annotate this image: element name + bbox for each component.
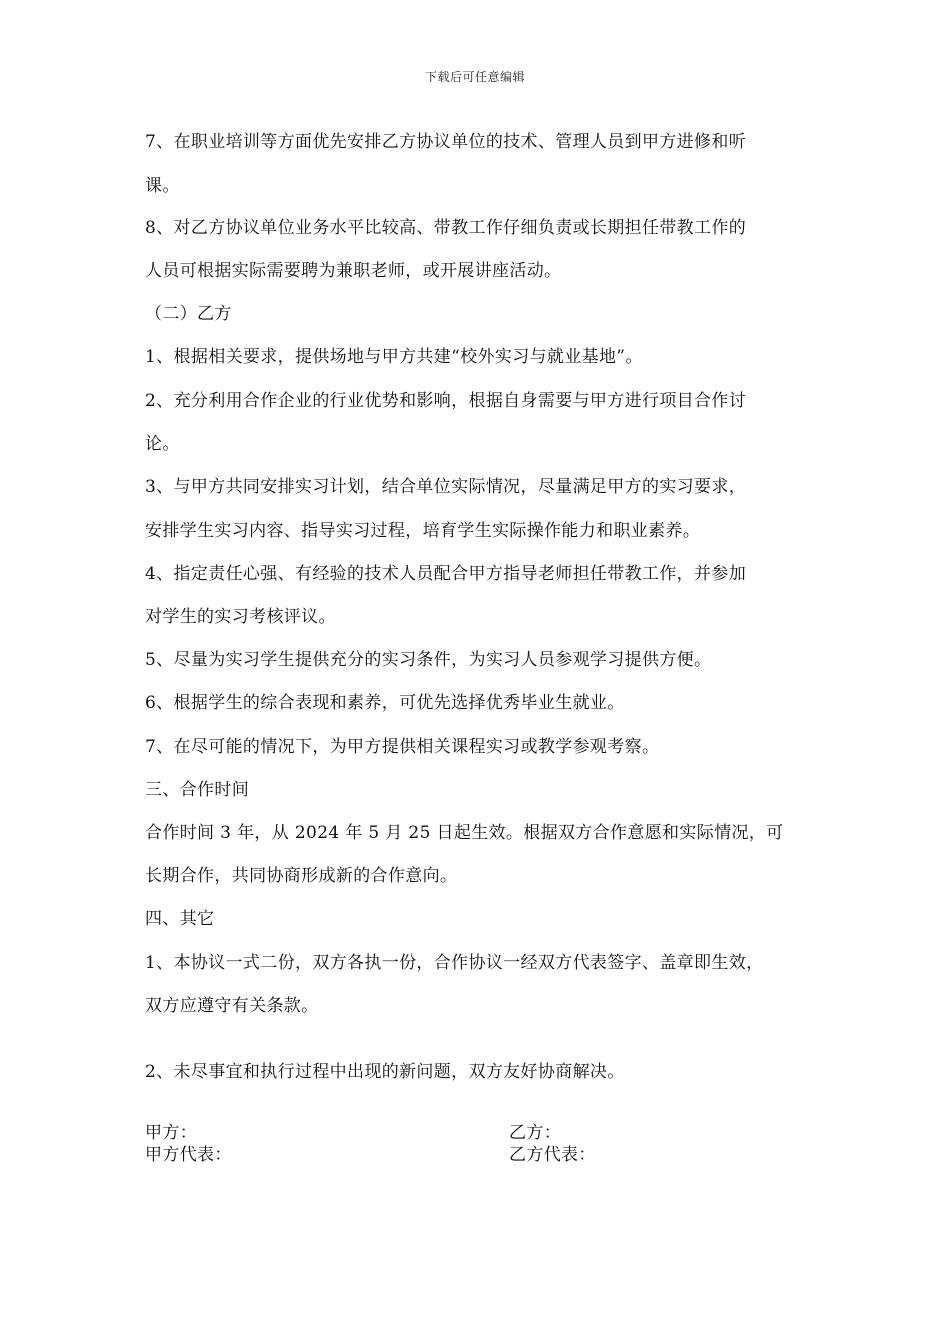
paragraph-line: 5、尽量为实习学生提供充分的实习条件，为实习人员参观学习提供方便。 [145,650,712,670]
paragraph-line: 1、根据相关要求，提供场地与甲方共建“校外实习与就业基地”。 [145,347,643,367]
section-heading: （二）乙方 [145,304,232,324]
page-header: 下载后可任意编辑 [424,70,525,84]
paragraph-line: 4、指定责任心强、有经验的技术人员配合甲方指导老师担任带教工作，并参加 [145,564,747,584]
paragraph-line: 3、与甲方共同安排实习计划，结合单位实际情况，尽量满足甲方的实习要求， [145,477,747,497]
paragraph-line: 论。 [145,434,180,454]
paragraph-line: 2、充分利用合作企业的行业优势和影响，根据自身需要与甲方进行项目合作讨 [145,391,747,411]
party-a-label: 甲方： [145,1123,198,1143]
paragraph-line: 1、本协议一式二份，双方各执一份，合作协议一经双方代表签字、盖章即生效， [145,953,764,973]
paragraph-line: 对学生的实习考核评议。 [145,607,336,627]
paragraph-line: 7、在职业培训等方面优先安排乙方协议单位的技术、管理人员到甲方进修和听 [145,132,747,152]
paragraph-line: 合作时间 3 年，从 2024 年 5 月 25 日起生效。根据双方合作意愿和实际情况，可 [145,823,784,843]
section-heading: 四、其它 [145,909,215,929]
section-heading: 三、合作时间 [145,780,250,800]
party-b-rep-label: 乙方代表： [509,1145,596,1165]
paragraph-line: 7、在尽可能的情况下，为甲方提供相关课程实习或教学参观考察。 [145,737,660,757]
paragraph-line: 课。 [145,176,180,196]
paragraph-line: 长期合作，共同协商形成新的合作意向。 [145,866,458,886]
paragraph-line: 安排学生实习内容、指导实习过程，培育学生实际操作能力和职业素养。 [145,521,701,541]
paragraph-line: 8、对乙方协议单位业务水平比较高、带教工作仔细负责或长期担任带教工作的 [145,218,747,238]
paragraph-line: 2、未尽事宜和执行过程中出现的新问题，双方友好协商解决。 [145,1062,625,1082]
paragraph-line: 人员可根据实际需要聘为兼职老师，或开展讲座活动。 [145,261,562,281]
party-b-label: 乙方： [509,1123,562,1143]
party-a-rep-label: 甲方代表： [145,1145,232,1165]
paragraph-line: 6、根据学生的综合表现和素养，可优先选择优秀毕业生就业。 [145,693,625,713]
paragraph-line: 双方应遵守有关条款。 [145,996,319,1016]
